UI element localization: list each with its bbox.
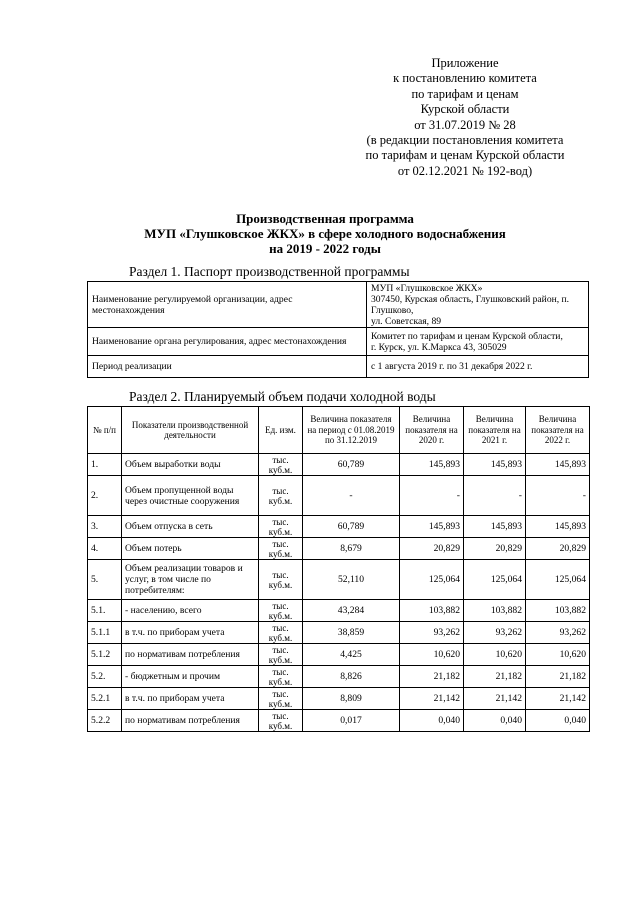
value-2022: 125,064 (526, 560, 590, 600)
row-number: 5.1.1 (88, 622, 122, 644)
value-2019: 60,789 (303, 516, 400, 538)
section2-heading: Раздел 2. Планируемый объем подачи холодной воды (129, 389, 436, 404)
value-2022: 20,829 (526, 538, 590, 560)
appendix-line: к постановлению комитета (393, 71, 537, 86)
table-row (88, 688, 590, 710)
value-2020: 21,182 (400, 666, 464, 688)
row-indicator: Объем отпуска в сеть (122, 516, 259, 538)
passport-row-regulator (88, 328, 589, 356)
appendix-line: (в редакции постановления комитета (366, 133, 564, 148)
value-2019: 4,425 (303, 644, 400, 666)
table-row (88, 600, 590, 622)
passport-value-line: с 1 августа 2019 г. по 31 декабря 2022 г. (371, 361, 533, 372)
value-2020: 93,262 (400, 622, 464, 644)
col-header-2020: Величина показателя на 2020 г. (400, 407, 464, 454)
value-2020: 21,142 (400, 688, 464, 710)
passport-row-period (88, 356, 589, 378)
value-2019: 38,859 (303, 622, 400, 644)
row-number: 3. (88, 516, 122, 538)
passport-value-line: МУП «Глушковское ЖКХ» (371, 282, 483, 294)
row-unit: тыс. куб.м. (259, 688, 303, 710)
row-unit: тыс. куб.м. (259, 560, 303, 600)
value-2019: 0,017 (303, 710, 400, 732)
row-indicator: Объем выработки воды (122, 454, 259, 476)
appendix-line: по тарифам и ценам Курской области (365, 148, 565, 163)
appendix-line: Курской области (420, 102, 510, 117)
value-2022: 0,040 (526, 710, 590, 732)
value-2019: 52,110 (303, 560, 400, 600)
value-2021: 145,893 (464, 516, 526, 538)
value-2020: 145,893 (400, 516, 464, 538)
title-line-2: МУП «Глушковское ЖКХ» в сфере холодного водоснабжения (144, 226, 506, 241)
passport-value-line: 307450, Курская область, Глушковский район, п. Глушково, (371, 293, 570, 316)
row-number: 2. (88, 476, 122, 516)
value-2022: 103,882 (526, 600, 590, 622)
row-indicator: - бюджетным и прочим (122, 666, 259, 688)
row-number: 5.2.1 (88, 688, 122, 710)
value-2019: 8,679 (303, 538, 400, 560)
appendix-line: по тарифам и ценам (411, 86, 519, 101)
title-line-3: на 2019 - 2022 годы (269, 241, 381, 256)
table-body (88, 454, 590, 732)
value-2021: 145,893 (464, 454, 526, 476)
appendix-line: от 02.12.2021 № 192-вод) (397, 163, 533, 178)
row-unit: тыс. куб.м. (259, 454, 303, 476)
value-2020: 103,882 (400, 600, 464, 622)
passport-row-organization (88, 282, 589, 328)
value-2019: 43,284 (303, 600, 400, 622)
value-2020: 10,620 (400, 644, 464, 666)
passport-value (367, 356, 589, 378)
passport-value-line: г. Курск, ул. К.Маркса 43, 305029 (371, 341, 507, 353)
value-2021: 20,829 (464, 538, 526, 560)
row-unit: тыс. куб.м. (259, 710, 303, 732)
passport-label: Наименование органа регулирования, адрес местонахождения (88, 328, 367, 356)
row-indicator: - населению, всего (122, 600, 259, 622)
table-row (88, 644, 590, 666)
value-2022: 21,142 (526, 688, 590, 710)
value-2019: - (303, 476, 400, 516)
row-unit: тыс. куб.м. (259, 538, 303, 560)
value-2022: 145,893 (526, 516, 590, 538)
water-volume-table (87, 406, 590, 732)
row-number: 5.1. (88, 600, 122, 622)
row-number: 5.2. (88, 666, 122, 688)
row-unit: тыс. куб.м. (259, 644, 303, 666)
document-title (90, 211, 560, 256)
table-row (88, 538, 590, 560)
section1-heading: Раздел 1. Паспорт производственной программы (129, 264, 410, 279)
col-header-2019: Величина показателя на период с 01.08.2019 по 31.12.2019 (303, 407, 400, 454)
row-number: 1. (88, 454, 122, 476)
row-indicator: по нормативам потребления (122, 710, 259, 732)
row-unit: тыс. куб.м. (259, 516, 303, 538)
col-header-num: № п/п (88, 407, 122, 454)
value-2021: 103,882 (464, 600, 526, 622)
value-2021: 125,064 (464, 560, 526, 600)
value-2021: 21,182 (464, 666, 526, 688)
row-unit: тыс. куб.м. (259, 600, 303, 622)
row-indicator: Объем потерь (122, 538, 259, 560)
value-2021: 21,142 (464, 688, 526, 710)
col-header-unit: Ед. изм. (259, 407, 303, 454)
appendix-line: от 31.07.2019 № 28 (414, 117, 516, 132)
row-unit: тыс. куб.м. (259, 622, 303, 644)
row-indicator: в т.ч. по приборам учета (122, 688, 259, 710)
value-2021: 93,262 (464, 622, 526, 644)
value-2020: 145,893 (400, 454, 464, 476)
passport-value (367, 328, 589, 356)
passport-value-line: ул. Советская, 89 (371, 315, 442, 327)
title-line-1: Производственная программа (236, 211, 414, 226)
row-unit: тыс. куб.м. (259, 666, 303, 688)
passport-value-line: Комитет по тарифам и ценам Курской области, (371, 330, 563, 342)
passport-table (87, 281, 589, 378)
value-2020: - (400, 476, 464, 516)
value-2022: 93,262 (526, 622, 590, 644)
value-2020: 0,040 (400, 710, 464, 732)
col-header-2021: Величина показателя на 2021 г. (464, 407, 526, 454)
table-row (88, 516, 590, 538)
table-header-row (88, 407, 590, 454)
table-row (88, 454, 590, 476)
row-unit: тыс. куб.м. (259, 476, 303, 516)
passport-label: Наименование регулируемой организации, адрес местонахождения (88, 282, 367, 328)
row-indicator: Объем пропущенной воды через очистные сооружения (122, 476, 259, 516)
appendix-line: Приложение (431, 56, 499, 70)
value-2021: 10,620 (464, 644, 526, 666)
table-row (88, 560, 590, 600)
value-2022: - (526, 476, 590, 516)
row-number: 4. (88, 538, 122, 560)
row-indicator: в т.ч. по приборам учета (122, 622, 259, 644)
appendix-block (330, 56, 600, 179)
value-2021: - (464, 476, 526, 516)
col-header-2022: Величина показателя на 2022 г. (526, 407, 590, 454)
row-number: 5. (88, 560, 122, 600)
row-indicator: Объем реализации товаров и услуг, в том числе по потребителям: (122, 560, 259, 600)
value-2021: 0,040 (464, 710, 526, 732)
value-2022: 21,182 (526, 666, 590, 688)
table-row (88, 622, 590, 644)
row-number: 5.2.2 (88, 710, 122, 732)
value-2019: 8,826 (303, 666, 400, 688)
value-2019: 8,809 (303, 688, 400, 710)
value-2022: 145,893 (526, 454, 590, 476)
passport-value (367, 282, 589, 328)
col-header-indicator: Показатели производственной деятельности (122, 407, 259, 454)
row-indicator: по нормативам потребления (122, 644, 259, 666)
table-row (88, 710, 590, 732)
value-2019: 60,789 (303, 454, 400, 476)
value-2022: 10,620 (526, 644, 590, 666)
value-2020: 20,829 (400, 538, 464, 560)
table-row (88, 666, 590, 688)
value-2020: 125,064 (400, 560, 464, 600)
row-number: 5.1.2 (88, 644, 122, 666)
table-row (88, 476, 590, 516)
passport-label: Период реализации (88, 356, 367, 378)
